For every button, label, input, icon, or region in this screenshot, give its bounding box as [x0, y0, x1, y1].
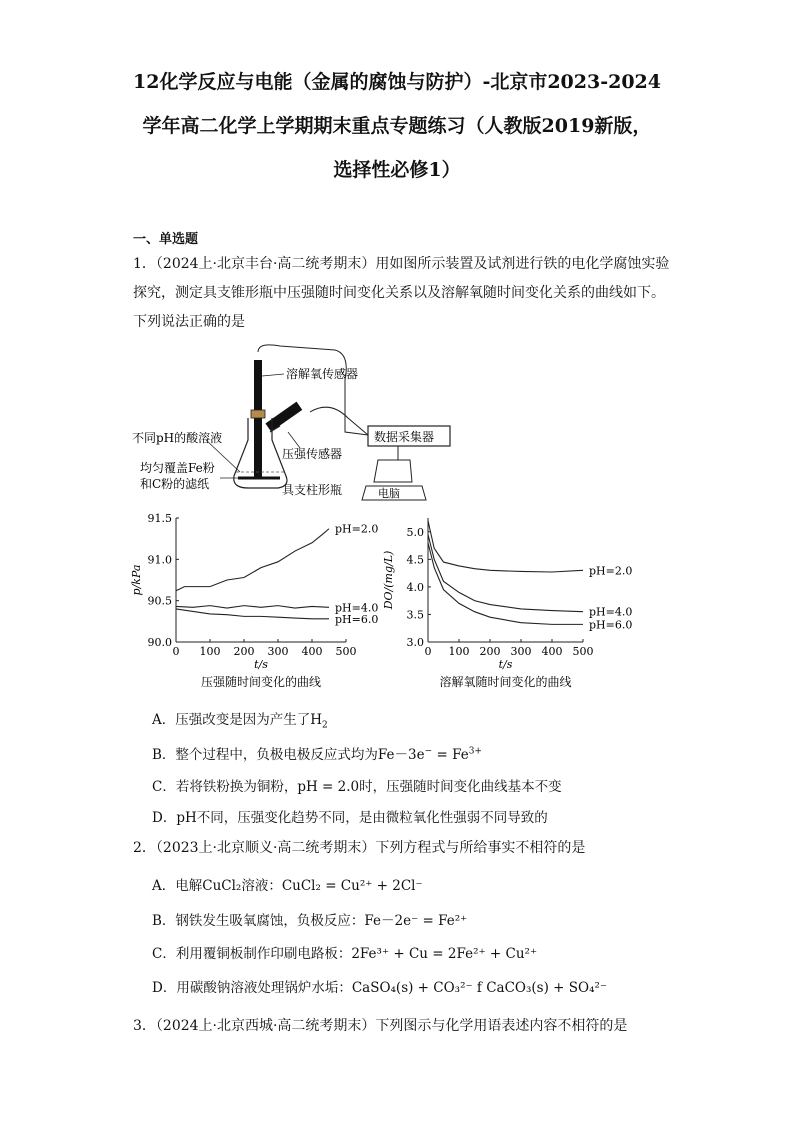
pressure-sensor	[265, 402, 302, 432]
series-line	[176, 606, 329, 608]
title-line-2: 学年高二化学上学期期末重点专题练习（人教版2019新版，	[142, 115, 652, 137]
acid-label: 不同pH的酸溶液	[132, 431, 223, 445]
series-line	[428, 543, 583, 625]
q2-option-d[interactable]: D．用碳酸钠溶液处理锅炉水垢：CaSO₄(s) + CO₃²⁻ f CaCO₃(s) + SO₄²⁻	[152, 980, 608, 996]
do-sensor-rod	[254, 360, 262, 478]
stopper	[251, 410, 265, 418]
apparatus-diagram	[130, 340, 460, 505]
pressure-chart	[128, 508, 379, 693]
x-tick-label: 300	[510, 645, 532, 658]
pressure-sensor-wire	[310, 407, 368, 435]
chart-title: 压强随时间变化的曲线	[200, 675, 322, 689]
q2-option-a[interactable]: A．电解CuCl₂溶液：CuCl₂ = Cu²⁺ + 2Cl⁻	[152, 878, 423, 894]
filter-label-2: 和C粉的滤纸	[140, 477, 210, 491]
y-tick-label: 90.0	[147, 636, 172, 649]
series-label: pH=4.0	[589, 605, 633, 619]
q1-option-b-sup: 3+	[468, 746, 482, 757]
q1-option-c[interactable]: C．若将铁粉换为铜粉，pH = 2.0时，压强随时间变化曲线基本不变	[152, 779, 562, 795]
chart-title: 溶解氧随时间变化的曲线	[439, 675, 572, 689]
x-tick-label: 100	[199, 645, 221, 658]
q2-option-c[interactable]: C．利用覆铜板制作印刷电路板：2Fe³⁺ + Cu = 2Fe²⁺ + Cu²⁺	[152, 946, 538, 962]
question-2-stem: 2．（2023上·北京顺义·高二统考期末）下列方程式与所给事实不相符的是	[133, 840, 586, 856]
q1-option-b-text: B．整个过程中，负极电极反应式均为Fe－3e	[152, 747, 425, 763]
do-chart	[380, 508, 633, 693]
x-axis-label: t/s	[498, 658, 513, 671]
x-tick-label: 400	[541, 645, 563, 658]
section-heading: 一、单选题	[133, 232, 199, 247]
q1-line-3: 下列说法正确的是	[133, 314, 245, 330]
title-line-3: 选择性必修1）	[333, 159, 461, 181]
pressure-sensor-pointer	[288, 432, 300, 448]
q1-option-b-minus: −	[424, 746, 433, 757]
filter-label-1: 均匀覆盖Fe粉	[140, 461, 215, 475]
q2-option-b[interactable]: B．钢铁发生吸氧腐蚀，负极反应：Fe－2e⁻ = Fe²⁺	[152, 913, 468, 929]
y-tick-label: 91.0	[147, 553, 172, 567]
x-tick-label: 200	[233, 645, 255, 658]
y-tick-label: 3.0	[406, 636, 424, 649]
x-tick-label: 0	[424, 645, 432, 658]
y-tick-label: 4.0	[406, 580, 424, 594]
x-tick-label: 500	[572, 645, 594, 658]
q1-line-1: 1．（2024上·北京丰台·高二统考期末）用如图所示装置及试剂进行铁的电化学腐蚀实验	[133, 256, 670, 272]
series-label: pH=6.0	[589, 618, 633, 632]
x-tick-label: 500	[335, 645, 357, 658]
q1-option-a[interactable]	[152, 708, 328, 731]
q1-option-b-tail: = Fe	[432, 747, 469, 763]
pressure-sensor-label: 压强传感器	[282, 447, 343, 461]
series-line	[428, 535, 583, 612]
series-label: pH=4.0	[335, 601, 379, 615]
computer-label: 电脑	[378, 487, 400, 500]
do-sensor-label: 溶解氧传感器	[286, 367, 359, 381]
data-collector-label: 数据采集器	[374, 430, 435, 444]
series-label: pH=2.0	[335, 522, 379, 536]
series-line	[428, 521, 583, 572]
x-tick-label: 100	[448, 645, 470, 658]
computer-screen	[374, 460, 412, 482]
question-3-stem: 3．（2024上·北京西城·高二统考期末）下列图示与化学用语表述内容不相符的是	[133, 1018, 628, 1034]
y-axis-label: p/kPa	[130, 564, 143, 596]
x-axis-label: t/s	[254, 658, 268, 671]
y-tick-label: 91.5	[147, 512, 172, 525]
y-axis-label: DO/(mg/L)	[382, 550, 395, 610]
y-tick-label: 4.5	[406, 553, 424, 567]
x-tick-label: 300	[267, 645, 289, 658]
question-1-stem	[133, 250, 693, 337]
x-tick-label: 0	[172, 645, 180, 658]
q1-line-2: 探究，测定具支锥形瓶中压强随时间变化关系以及溶解氧随时间变化关系的曲线如下。	[133, 285, 665, 301]
x-tick-label: 200	[479, 645, 501, 658]
q1-option-d[interactable]: D．pH不同，压强变化趋势不同，是由微粒氧化性强弱不同导致的	[152, 810, 548, 826]
do-sensor-pointer	[262, 374, 284, 376]
y-tick-label: 3.5	[406, 608, 424, 622]
series-label: pH=2.0	[589, 564, 633, 578]
series-line	[176, 529, 329, 591]
q1-option-b[interactable]	[152, 743, 482, 763]
q1-option-a-text: A．压强改变是因为产生了H	[152, 712, 323, 728]
flask-label: 具支柱形瓶	[282, 483, 343, 497]
y-tick-label: 5.0	[406, 525, 424, 539]
x-tick-label: 400	[301, 645, 323, 658]
y-tick-label: 90.5	[147, 594, 172, 608]
series-label: pH=6.0	[335, 612, 379, 626]
document-title	[100, 60, 694, 192]
series-line	[176, 609, 329, 619]
q1-option-a-sub: 2	[322, 720, 328, 731]
title-line-1: 12化学反应与电能（金属的腐蚀与防护）-北京市2023-2024	[133, 71, 661, 93]
